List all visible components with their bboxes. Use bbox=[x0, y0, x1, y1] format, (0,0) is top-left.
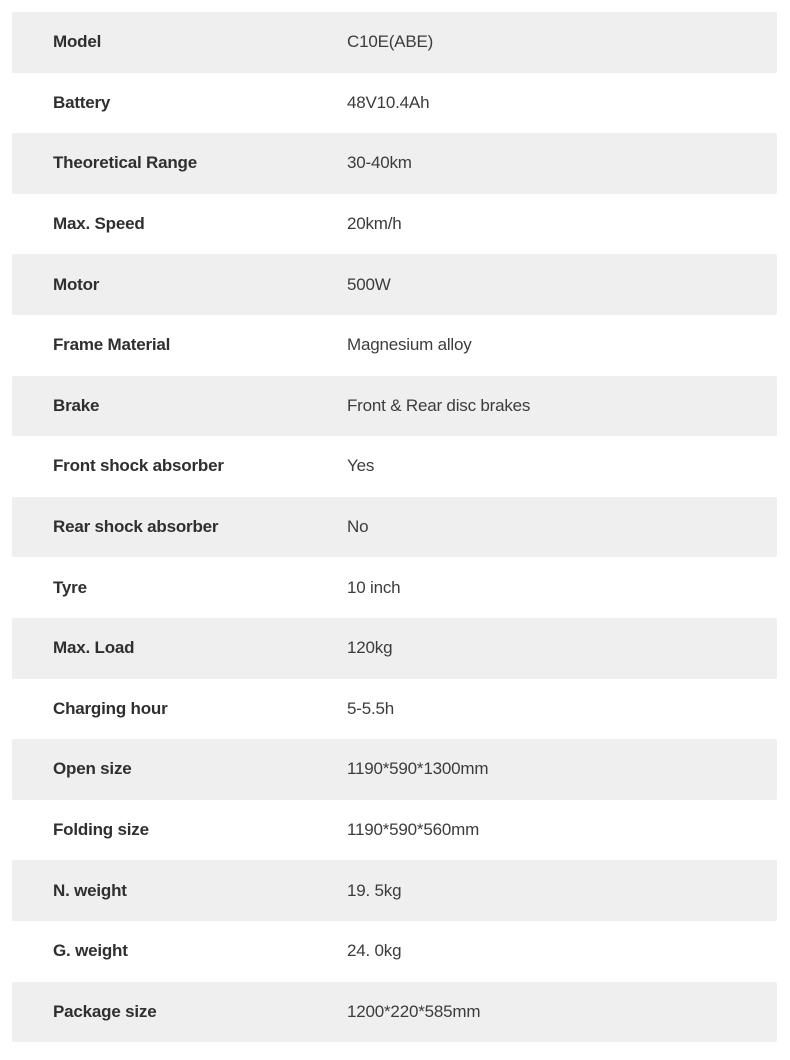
spec-value: C10E(ABE) bbox=[347, 32, 434, 52]
spec-row bbox=[12, 254, 777, 315]
spec-row bbox=[12, 315, 777, 376]
spec-row bbox=[12, 860, 777, 921]
spec-value: 5-5.5h bbox=[347, 698, 395, 718]
spec-label: Model bbox=[53, 32, 102, 52]
spec-row bbox=[12, 194, 777, 255]
spec-value: No bbox=[347, 517, 369, 537]
spec-value: 1190*590*560mm bbox=[347, 820, 480, 840]
spec-label: N. weight bbox=[53, 880, 127, 900]
spec-label: Charging hour bbox=[53, 698, 168, 718]
spec-label: Motor bbox=[53, 274, 100, 294]
spec-value: 30-40km bbox=[347, 153, 412, 173]
spec-label: Front shock absorber bbox=[53, 456, 224, 476]
spec-value: 1200*220*585mm bbox=[347, 1001, 481, 1021]
spec-row bbox=[12, 618, 777, 679]
spec-row bbox=[12, 436, 777, 497]
spec-value: 10 inch bbox=[347, 577, 401, 597]
spec-value: 1190*590*1300mm bbox=[347, 759, 489, 779]
spec-table bbox=[12, 12, 777, 1042]
spec-label: Theoretical Range bbox=[53, 153, 197, 173]
spec-row bbox=[12, 133, 777, 194]
spec-label: Rear shock absorber bbox=[53, 517, 219, 537]
spec-value: 19. 5kg bbox=[347, 880, 402, 900]
spec-label: G. weight bbox=[53, 941, 128, 961]
spec-row bbox=[12, 739, 777, 800]
spec-value: 500W bbox=[347, 274, 391, 294]
spec-row bbox=[12, 73, 777, 134]
spec-label: Max. Speed bbox=[53, 214, 145, 234]
spec-label: Brake bbox=[53, 395, 100, 415]
spec-row bbox=[12, 557, 777, 618]
spec-value: Front & Rear disc brakes bbox=[347, 395, 531, 415]
spec-label: Frame Material bbox=[53, 335, 171, 355]
spec-row bbox=[12, 982, 777, 1043]
spec-label: Battery bbox=[53, 92, 111, 112]
spec-value: Magnesium alloy bbox=[347, 335, 472, 355]
spec-value: 120kg bbox=[347, 638, 393, 658]
spec-row bbox=[12, 376, 777, 437]
spec-label: Package size bbox=[53, 1001, 157, 1021]
spec-value: 48V10.4Ah bbox=[347, 92, 430, 112]
spec-value: Yes bbox=[347, 456, 375, 476]
spec-value: 24. 0kg bbox=[347, 941, 402, 961]
spec-label: Max. Load bbox=[53, 638, 135, 658]
spec-row bbox=[12, 497, 777, 558]
spec-label: Open size bbox=[53, 759, 132, 779]
spec-row bbox=[12, 679, 777, 740]
spec-row bbox=[12, 921, 777, 982]
spec-row bbox=[12, 800, 777, 861]
spec-value: 20km/h bbox=[347, 214, 402, 234]
spec-label: Tyre bbox=[53, 577, 87, 597]
spec-row bbox=[12, 12, 777, 73]
spec-label: Folding size bbox=[53, 820, 149, 840]
